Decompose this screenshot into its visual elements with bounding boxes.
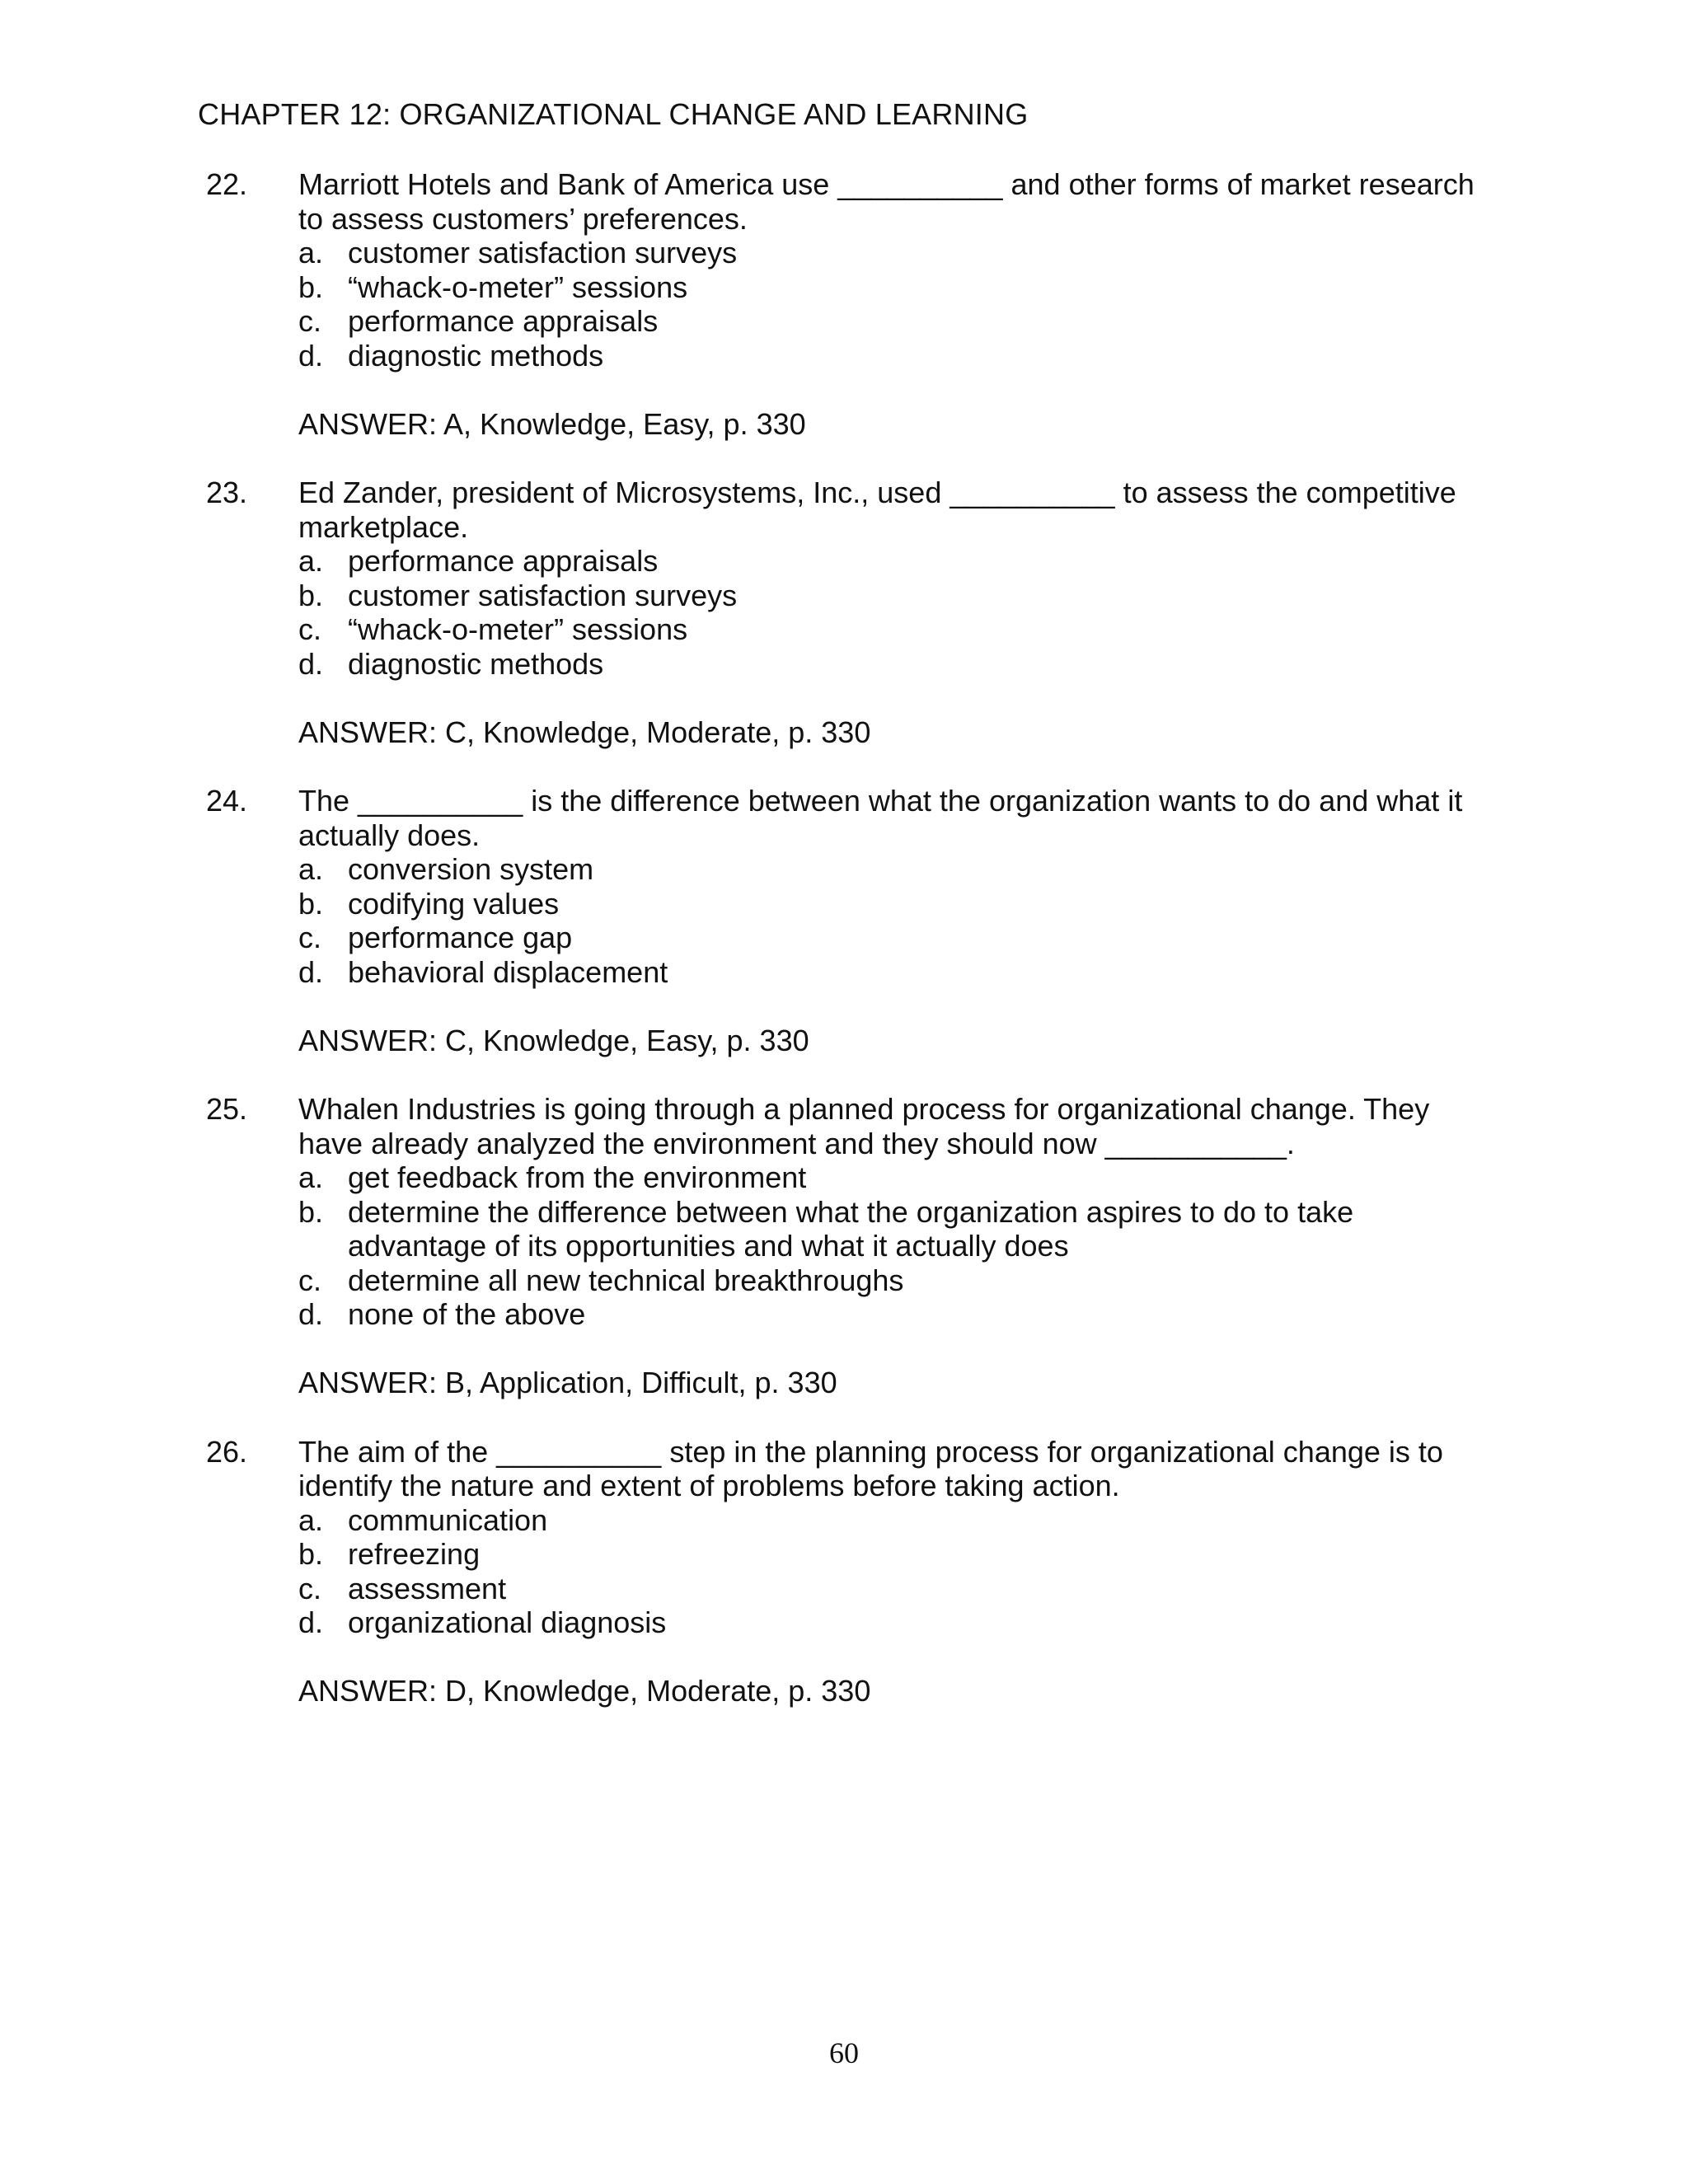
option-text: customer satisfaction surveys (348, 236, 738, 269)
option-b (298, 1537, 1485, 1572)
option-letter: c. (298, 304, 322, 338)
option-list (298, 1503, 1485, 1640)
question-26 (0, 1435, 1688, 1708)
chapter-heading: CHAPTER 12: ORGANIZATIONAL CHANGE AND LEARNING (198, 97, 1029, 131)
option-text: none of the above (348, 1297, 586, 1331)
option-c (298, 921, 1485, 955)
option-letter: d. (298, 646, 324, 681)
option-d (298, 1297, 1485, 1332)
option-b (298, 579, 1485, 613)
option-text: refreezing (348, 1537, 481, 1571)
option-letter: b. (298, 1537, 324, 1571)
option-letter: c. (298, 612, 322, 646)
option-text: get feedback from the environment (348, 1160, 807, 1194)
option-d (298, 339, 1485, 373)
option-letter: b. (298, 886, 324, 921)
question-23 (0, 476, 1688, 749)
option-c (298, 1572, 1485, 1606)
option-a (298, 544, 1485, 579)
option-c (298, 1263, 1485, 1298)
page-number: 60 (829, 2036, 859, 2069)
answer-line: ANSWER: B, Application, Difficult, p. 330 (298, 1366, 837, 1399)
question-number: 25. (206, 1092, 248, 1126)
question-number: 24. (206, 784, 248, 818)
option-a (298, 1160, 1485, 1195)
option-a (298, 852, 1485, 887)
option-list (298, 544, 1485, 681)
option-text: performance gap (348, 921, 573, 954)
question-body (298, 476, 1485, 749)
option-letter: c. (298, 1571, 322, 1605)
option-letter: d. (298, 338, 324, 373)
answer-line: ANSWER: D, Knowledge, Moderate, p. 330 (298, 1674, 871, 1708)
question-24 (0, 784, 1688, 1057)
option-letter: d. (298, 954, 324, 989)
option-a (298, 236, 1485, 270)
question-25 (0, 1092, 1688, 1400)
option-letter: a. (298, 852, 324, 886)
option-letter: a. (298, 544, 324, 578)
option-text: determine the difference between what the organization aspires to do to take advantage of its opportunities and what it actually does (348, 1194, 1354, 1263)
option-letter: d. (298, 1605, 324, 1639)
option-letter: a. (298, 1160, 324, 1194)
question-body (298, 1435, 1485, 1708)
option-list (298, 852, 1485, 989)
option-text: customer satisfaction surveys (348, 578, 738, 612)
option-d (298, 955, 1485, 990)
option-text: behavioral displacement (348, 954, 668, 989)
answer-line: ANSWER: A, Knowledge, Easy, p. 330 (298, 406, 806, 441)
question-body (298, 784, 1485, 1057)
question-22 (0, 167, 1688, 441)
option-text: conversion system (348, 852, 594, 886)
option-text: organizational diagnosis (348, 1605, 667, 1639)
option-letter: b. (298, 269, 324, 304)
option-d (298, 1605, 1485, 1640)
option-text: “whack-o-meter” sessions (348, 612, 688, 646)
question-body (298, 167, 1485, 441)
option-letter: c. (298, 1263, 322, 1297)
question-number: 23. (206, 476, 248, 509)
question-stem: The aim of the __________ step in the planning process for organizational change is to identify the nature and extent of problems before taking action. (298, 1434, 1443, 1502)
option-b (298, 270, 1485, 305)
option-letter: a. (298, 236, 324, 269)
option-text: performance appraisals (348, 304, 659, 338)
question-number: 26. (206, 1434, 248, 1469)
answer-line: ANSWER: C, Knowledge, Easy, p. 330 (298, 1023, 809, 1057)
option-text: codifying values (348, 886, 560, 921)
option-letter: b. (298, 578, 324, 612)
option-letter: d. (298, 1297, 324, 1331)
question-stem: Whalen Industries is going through a planned process for organizational change. They have already analyzed the environment and they should now ___________. (298, 1092, 1430, 1160)
option-c (298, 612, 1485, 647)
option-text: communication (348, 1502, 548, 1537)
option-text: “whack-o-meter” sessions (348, 269, 688, 304)
option-letter: a. (298, 1502, 324, 1537)
option-a (298, 1503, 1485, 1538)
option-list (298, 236, 1485, 373)
option-letter: c. (298, 921, 322, 954)
question-stem: The __________ is the difference between what the organization wants to do and what it actually does. (298, 784, 1463, 852)
question-stem: Marriott Hotels and Bank of America use __________ and other forms of market research to assess customers’ preferences. (298, 167, 1475, 236)
option-text: assessment (348, 1571, 507, 1605)
option-c (298, 304, 1485, 339)
option-b (298, 887, 1485, 921)
option-letter: b. (298, 1194, 324, 1229)
question-number: 22. (206, 167, 248, 201)
question-list (0, 167, 1688, 1743)
question-body (298, 1092, 1485, 1400)
option-b (298, 1195, 1485, 1263)
option-list (298, 1160, 1485, 1332)
answer-line: ANSWER: C, Knowledge, Moderate, p. 330 (298, 715, 871, 749)
option-text: diagnostic methods (348, 338, 604, 373)
option-text: diagnostic methods (348, 646, 604, 681)
option-text: determine all new technical breakthroughs (348, 1263, 904, 1297)
question-stem: Ed Zander, president of Microsystems, Inc., used __________ to assess the competitive marketplace. (298, 476, 1456, 544)
option-d (298, 647, 1485, 682)
option-text: performance appraisals (348, 544, 659, 578)
